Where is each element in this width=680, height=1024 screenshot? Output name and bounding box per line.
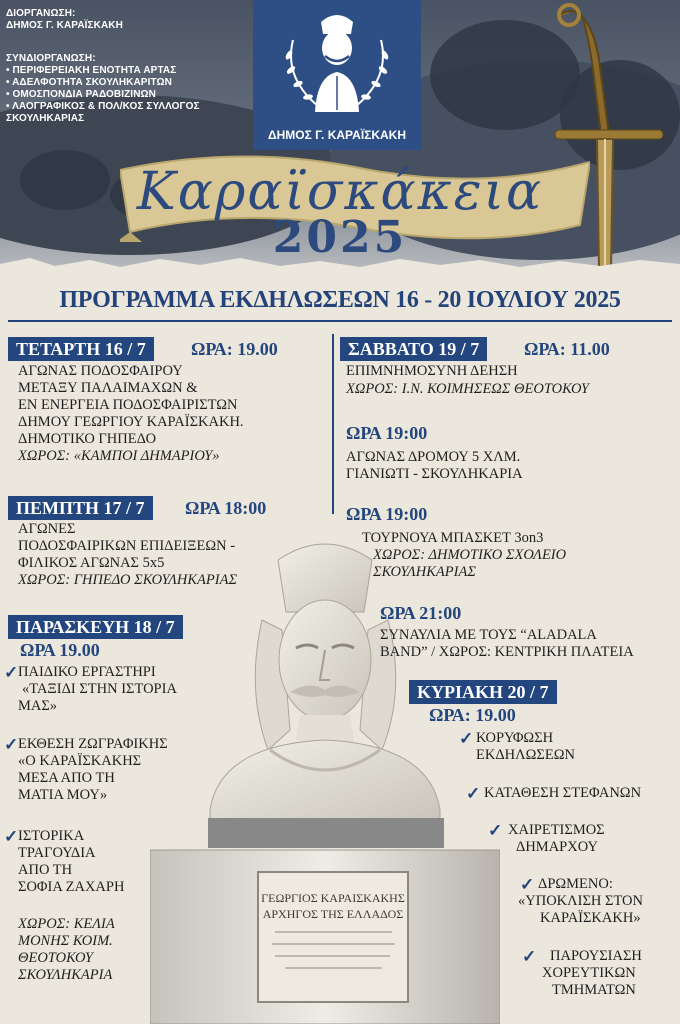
event-line: «ΤΑΞΙΔΙ ΣΤΗΝ ΙΣΤΟΡΙΑ [22,681,177,697]
event-place: ΧΩΡΟΣ: ΓΗΠΕΔΟ ΣΚΟΥΛΗΚΑΡΙΑΣ [18,572,238,588]
event-line: ΑΓΩΝΑΣ ΠΟΔΟΣΦΑΙΡΟΥ [18,363,183,379]
day-header-sunday: ΚΥΡΙΑΚΗ 20 / 7 [409,680,557,704]
time-thursday: ΩΡΑ 18:00 [185,498,267,518]
event-line: ΜΕΤΑΞΥ ΠΑΛΑΙΜΑΧΩΝ & [18,380,198,396]
check-icon: ✓ [466,784,481,803]
time-saturday-3: ΩΡΑ 19:00 [346,504,428,524]
coorganizer-item: • ΠΕΡΙΦΕΡΕΙΑΚΗ ΕΝΟΤΗΤΑ ΑΡΤΑΣ [6,65,177,76]
organizer-name: ΔΗΜΟΣ Γ. ΚΑΡΑΪΣΚΑΚΗ [6,20,123,31]
time-friday: ΩΡΑ 19.00 [20,640,100,660]
check-icon: ✓ [520,875,535,894]
event-place: ΜΟΝΗΣ ΚΟΙΜ. [18,933,113,949]
event-line: ΜΕΣΑ ΑΠΟ ΤΗ [18,770,115,786]
event-place: ΧΩΡΟΣ: ΚΕΛΙΑ [18,916,115,932]
check-icon: ✓ [522,947,537,966]
time-sunday: ΩΡΑ: 19.00 [429,705,516,725]
coorganizer-item: • ΛΑΟΓΡΑΦΙΚΟΣ & ΠΟΛ/ΚΟΣ ΣΥΛΛΟΓΟΣ [6,101,200,112]
program-heading: ΠΡΟΓΡΑΜΜΑ ΕΚΔΗΛΩΣΕΩΝ 16 - 20 ΙΟΥΛΙΟΥ 2025 [59,287,621,313]
time-saturday-2: ΩΡΑ 19:00 [346,423,428,443]
event-place: ΧΩΡΟΣ: Ι.Ν. ΚΟΙΜΗΣΕΩΣ ΘΕΟΤΟΚΟΥ [346,381,589,397]
event-line: ΠΑΡΟΥΣΙΑΣΗ [550,948,642,964]
event-line: ΚΑΤΑΘΕΣΗ ΣΤΕΦΑΝΩΝ [484,785,642,801]
coorganizer-item: • ΑΔΕΛΦΟΤΗΤΑ ΣΚΟΥΛΗΚΑΡΙΤΩΝ [6,77,172,88]
event-line: ΦΙΛΙΚΟΣ ΑΓΩΝΑΣ 5x5 [18,555,165,571]
event-line: «ΥΠΟΚΛΙΣΗ ΣΤΟΝ [518,893,643,909]
event-line: ΓΙΑΝΙΩΤΙ - ΣΚΟΥΛΗΚΑΡΙΑ [346,466,523,482]
festival-title: Καραϊσκάκεια [136,162,544,222]
event-line: ΕΠΙΜΝΗΜΟΣΥΝΗ ΔΕΗΣΗ [346,363,518,379]
organizer-block [6,8,123,32]
event-line: ΕΚΔΗΛΩΣΕΩΝ [476,747,575,763]
time-wednesday: ΩΡΑ: 19.00 [191,339,278,359]
event-line: ΔΗΜΟΥ ΓΕΩΡΓΙΟΥ ΚΑΡΑΪΣΚΑΚΗ. [18,414,244,430]
event-line: «Ο ΚΑΡΑΪΣΚΑΚΗΣ [18,753,142,769]
municipality-logo [253,0,421,150]
day-header-wednesday: ΤΕΤΑΡΤΗ 16 / 7 [8,337,154,361]
event-line: ΧΟΡΕΥΤΙΚΩΝ [542,965,636,981]
organizer-label: ΔΙΟΡΓΑΝΩΣΗ: [6,8,76,19]
portrait-laurel-icon [253,0,421,128]
check-icon: ✓ [488,821,503,840]
event-line: ΕΚΘΕΣΗ ΖΩΓΡΑΦΙΚΗΣ [18,736,168,752]
event-line: ΤΡΑΓΟΥΔΙΑ [18,845,96,861]
event-place: ΣΚΟΥΛΗΚΑΡΙΑ [18,967,113,983]
check-icon: ✓ [4,663,19,682]
event-line: ΤΜΗΜΑΤΩΝ [552,982,636,998]
time-saturday: ΩΡΑ: 11.00 [524,339,610,359]
event-line: ΜΑΣ» [18,698,58,714]
column-divider [332,334,334,514]
event-line: ΣΥΝΑΥΛΙΑ ΜΕ ΤΟΥΣ “ALADALA [380,627,597,643]
coorganizer-item: • ΟΜΟΣΠΟΝΔΙΑ ΡΑΔΟΒΙΖΙΝΩΝ [6,89,156,100]
check-icon: ✓ [4,735,19,754]
statue-bust-image [150,520,503,1024]
heading-underline [8,320,672,322]
event-line: ΚΑΡΑΪΣΚΑΚΗ» [540,910,641,926]
plaque-line: ΓΕΩΡΓΙΟΣ ΚΑΡΑΙΣΚΑΚΗΣ [261,891,405,905]
event-line: ΙΣΤΟΡΙΚΑ [18,828,85,844]
coorganizer-label: ΣΥΝΔΙΟΡΓΑΝΩΣΗ: [6,53,96,64]
event-place: ΘΕΟΤΟΚΟΥ [18,950,93,966]
check-icon: ✓ [4,827,19,846]
event-place: ΧΩΡΟΣ: «ΚΑΜΠΟΙ ΔΗΜΑΡΙΟΥ» [18,448,220,464]
event-line: ΑΓΩΝΕΣ [18,521,76,537]
event-place: ΧΩΡΟΣ: ΔΗΜΟΤΙΚΟ ΣΧΟΛΕΙΟ [373,547,567,563]
logo-caption: ΔΗΜΟΣ Γ. ΚΑΡΑΪΣΚΑΚΗ [267,128,407,142]
day-header-saturday: ΣΑΒΒΑΤΟ 19 / 7 [340,337,487,361]
header-banner [0,0,680,272]
coorganizer-block [6,53,200,125]
day-header-thursday: ΠΕΜΠΤΗ 17 / 7 [8,496,153,520]
time-saturday-4: ΩΡΑ 21:00 [380,603,462,623]
event-line: ΑΠΟ ΤΗ [18,862,73,878]
coorganizer-item: ΣΚΟΥΛΗΚΑΡΙΑΣ [6,113,85,124]
event-line: ΔΗΜΟΤΙΚΟ ΓΗΠΕΔΟ [18,431,157,447]
event-line: ΔΡΩΜΕΝΟ: [538,876,613,892]
event-line: ΔΗΜΑΡΧΟΥ [516,839,598,855]
event-line: ΚΟΡΥΦΩΣΗ [476,730,554,746]
event-line: ΜΑΤΙΑ ΜΟΥ» [18,787,108,803]
event-place: ΣΚΟΥΛΗΚΑΡΙΑΣ [373,564,476,580]
event-line: ΣΟΦΙΑ ΖΑΧΑΡΗ [18,879,125,895]
event-line: ΠΟΔΟΣΦΑΙΡΙΚΩΝ ΕΠΙΔΕΙΞΕΩΝ - [18,538,236,554]
event-line: ΠΑΙΔΙΚΟ ΕΡΓΑΣΤΗΡΙ [18,664,156,680]
event-line: ΧΑΙΡΕΤΙΣΜΟΣ [508,822,605,838]
day-header-friday: ΠΑΡΑΣΚΕΥΗ 18 / 7 [8,615,183,639]
event-line: ΑΓΩΝΑΣ ΔΡΟΜΟΥ 5 ΧΛΜ. [346,449,521,465]
plaque-line: ΑΡΧΗΓΟΣ ΤΗΣ ΕΛΛΑΔΟΣ [262,907,404,921]
event-line: BAND” / ΧΩΡΟΣ: ΚΕΝΤΡΙΚΗ ΠΛΑΤΕΙΑ [380,644,634,660]
event-line: ΤΟΥΡΝΟΥΑ ΜΠΑΣΚΕΤ 3on3 [362,530,544,546]
event-line: ΕΝ ΕΝΕΡΓΕΙΑ ΠΟΔΟΣΦΑΙΡΙΣΤΩΝ [18,397,238,413]
torn-paper-edge [0,252,680,272]
check-icon: ✓ [459,729,474,748]
festival-year: 2025 [272,212,408,263]
